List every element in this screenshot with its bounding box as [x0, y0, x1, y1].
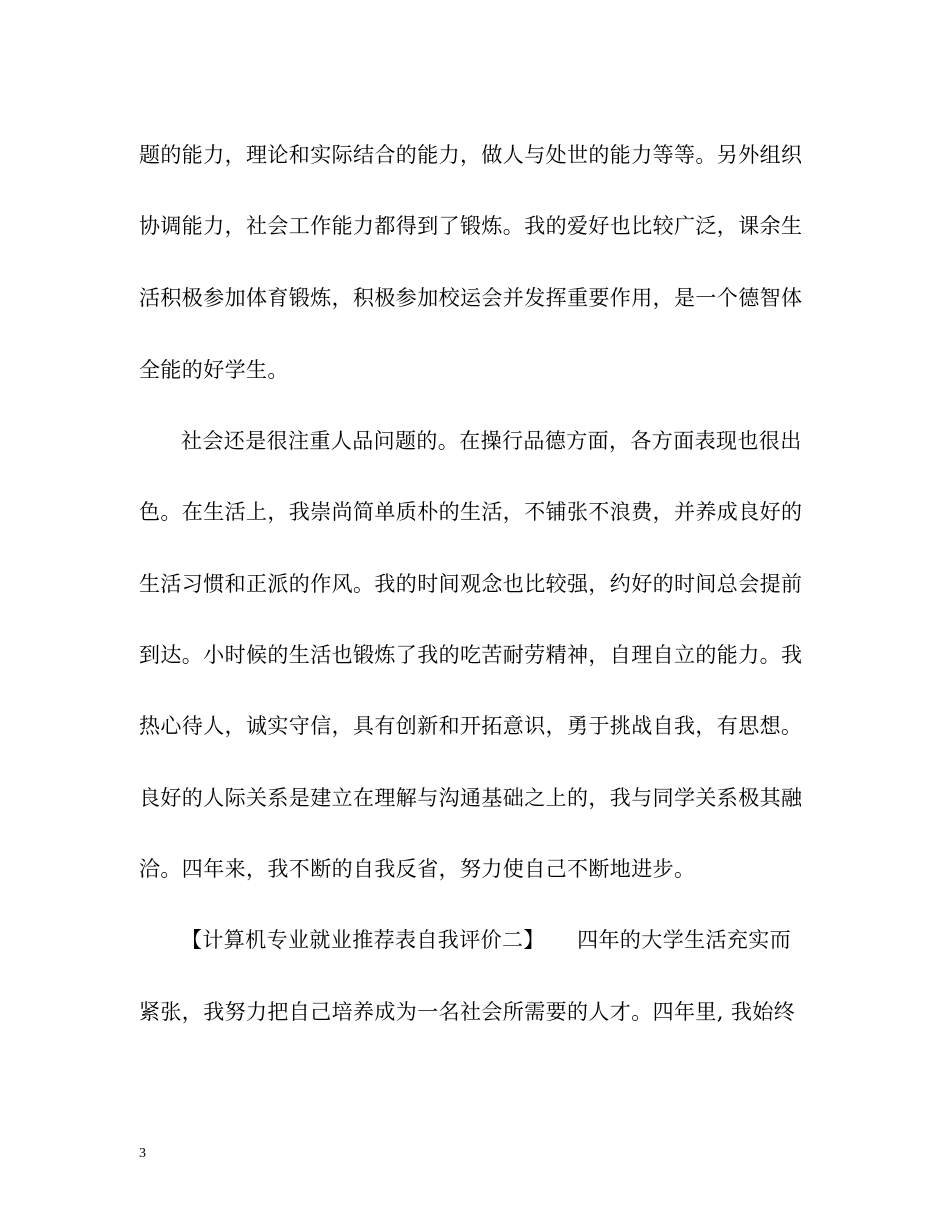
- paragraph-line: 全能的好学生。: [139, 358, 289, 382]
- paragraph-line: 题的能力，理论和实际结合的能力，做人与处世的能力等等。另外组织: [139, 143, 803, 167]
- paragraph-line: 紧张，我努力把自己培养成为一名社会所需要的人才。四年里, 我始终: [139, 1000, 796, 1024]
- section-heading-line: 【计算机专业就业推荐表自我评价二】 四年的大学生活充实而: [181, 928, 792, 952]
- paragraph-line: 色。在生活上，我崇尚简单质朴的生活，不铺张不浪费，并养成良好的: [139, 500, 803, 524]
- paragraph-line: 到达。小时候的生活也锻炼了我的吃苦耐劳精神，自理自立的能力。我: [139, 643, 803, 667]
- paragraph-line: 洽。四年来，我不断的自我反省，努力使自己不断地进步。: [139, 857, 696, 881]
- paragraph-line: 良好的人际关系是建立在理解与沟通基础之上的，我与同学关系极其融: [139, 786, 803, 810]
- paragraph-line: 活积极参加体育锻炼，积极参加校运会并发挥重要作用，是一个德智体: [139, 286, 803, 310]
- paragraph-line: 生活习惯和正派的作风。我的时间观念也比较强，约好的时间总会提前: [139, 572, 803, 596]
- paragraph-line: 协调能力，社会工作能力都得到了锻炼。我的爱好也比较广泛，课余生: [139, 214, 803, 238]
- paragraph-line: 热心待人，诚实守信，具有创新和开拓意识，勇于挑战自我，有思想。: [139, 714, 803, 738]
- page-number: 3: [139, 1146, 146, 1161]
- paragraph-line: 社会还是很注重人品问题的。在操行品德方面，各方面表现也很出: [181, 429, 802, 453]
